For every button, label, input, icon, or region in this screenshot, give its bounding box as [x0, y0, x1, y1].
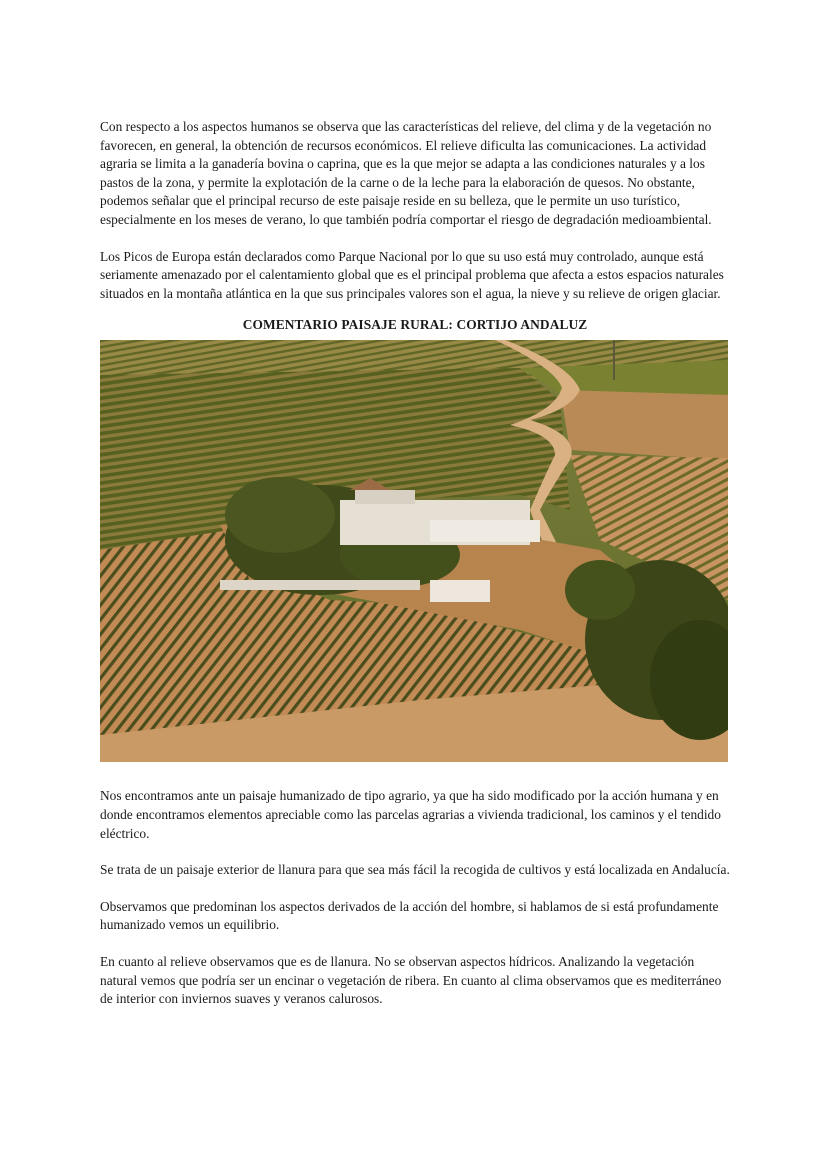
paragraph-relief-climate: En cuanto al relieve observamos que es de llanura. No se observan aspectos hídricos. Analizando la vegetación natural vemos que podría ser un encinar o vegetación de ribera. En cuanto al clima observamos que es mediterráneo de interior con inviernos suaves y veranos calurosos.	[100, 953, 722, 1007]
paragraph-plain-andalucia: Se trata de un paisaje exterior de llanura para que sea más fácil la recogida de cultivos y está localizada en Andalucía.	[100, 862, 730, 878]
section-heading: COMENTARIO PAISAJE RURAL: CORTIJO ANDALUZ	[242, 317, 588, 333]
paragraph-picos-de-europa: Los Picos de Europa están declarados como Parque Nacional por lo que su uso está muy controlado, aunque está seriamente amenazado por el calentamiento global que es el principal problema que afecta a estos espacios naturales situados en la montaña atlántica en la que sus principales valores son el agua, la nieve y su relieve de origen glaciar.	[100, 248, 724, 301]
paragraph-human-action: Observamos que predominan los aspectos derivados de la acción del hombre, si hablamos de si está profundamente humanizado vemos un equilibrio.	[100, 898, 719, 933]
aerial-photo-cortijo	[100, 340, 728, 762]
document-page	[100, 118, 730, 1009]
paragraph-humanized-landscape: Nos encontramos ante un paisaje humanizado de tipo agrario, ya que ha sido modificado por la acción humana y en donde encontramos elementos apreciable como las parcelas agrarias a vivienda tradicional, los caminos y el tendido eléctrico.	[100, 788, 721, 841]
landscape-illustration	[100, 340, 728, 762]
paragraph-human-aspects: Con respecto a los aspectos humanos se observa que las características del relieve, del clima y de la vegetación no favorecen, en general, la obtención de recursos económicos. El relieve dificulta las comunicaciones. La actividad agraria se limita a la ganadería bovina o caprina, que es la que mejor se adapta a las condiciones naturales y a los pastos de la zona, y permite la explotación de la carne o de la leche para la elaboración de quesos. No obstante, podemos señalar que el principal recurso de este paisaje reside en su belleza, que le permite un uso turístico, especialmente en los meses de verano, lo que también podría comportar el riesgo de degradación medioambiental.	[100, 119, 712, 227]
